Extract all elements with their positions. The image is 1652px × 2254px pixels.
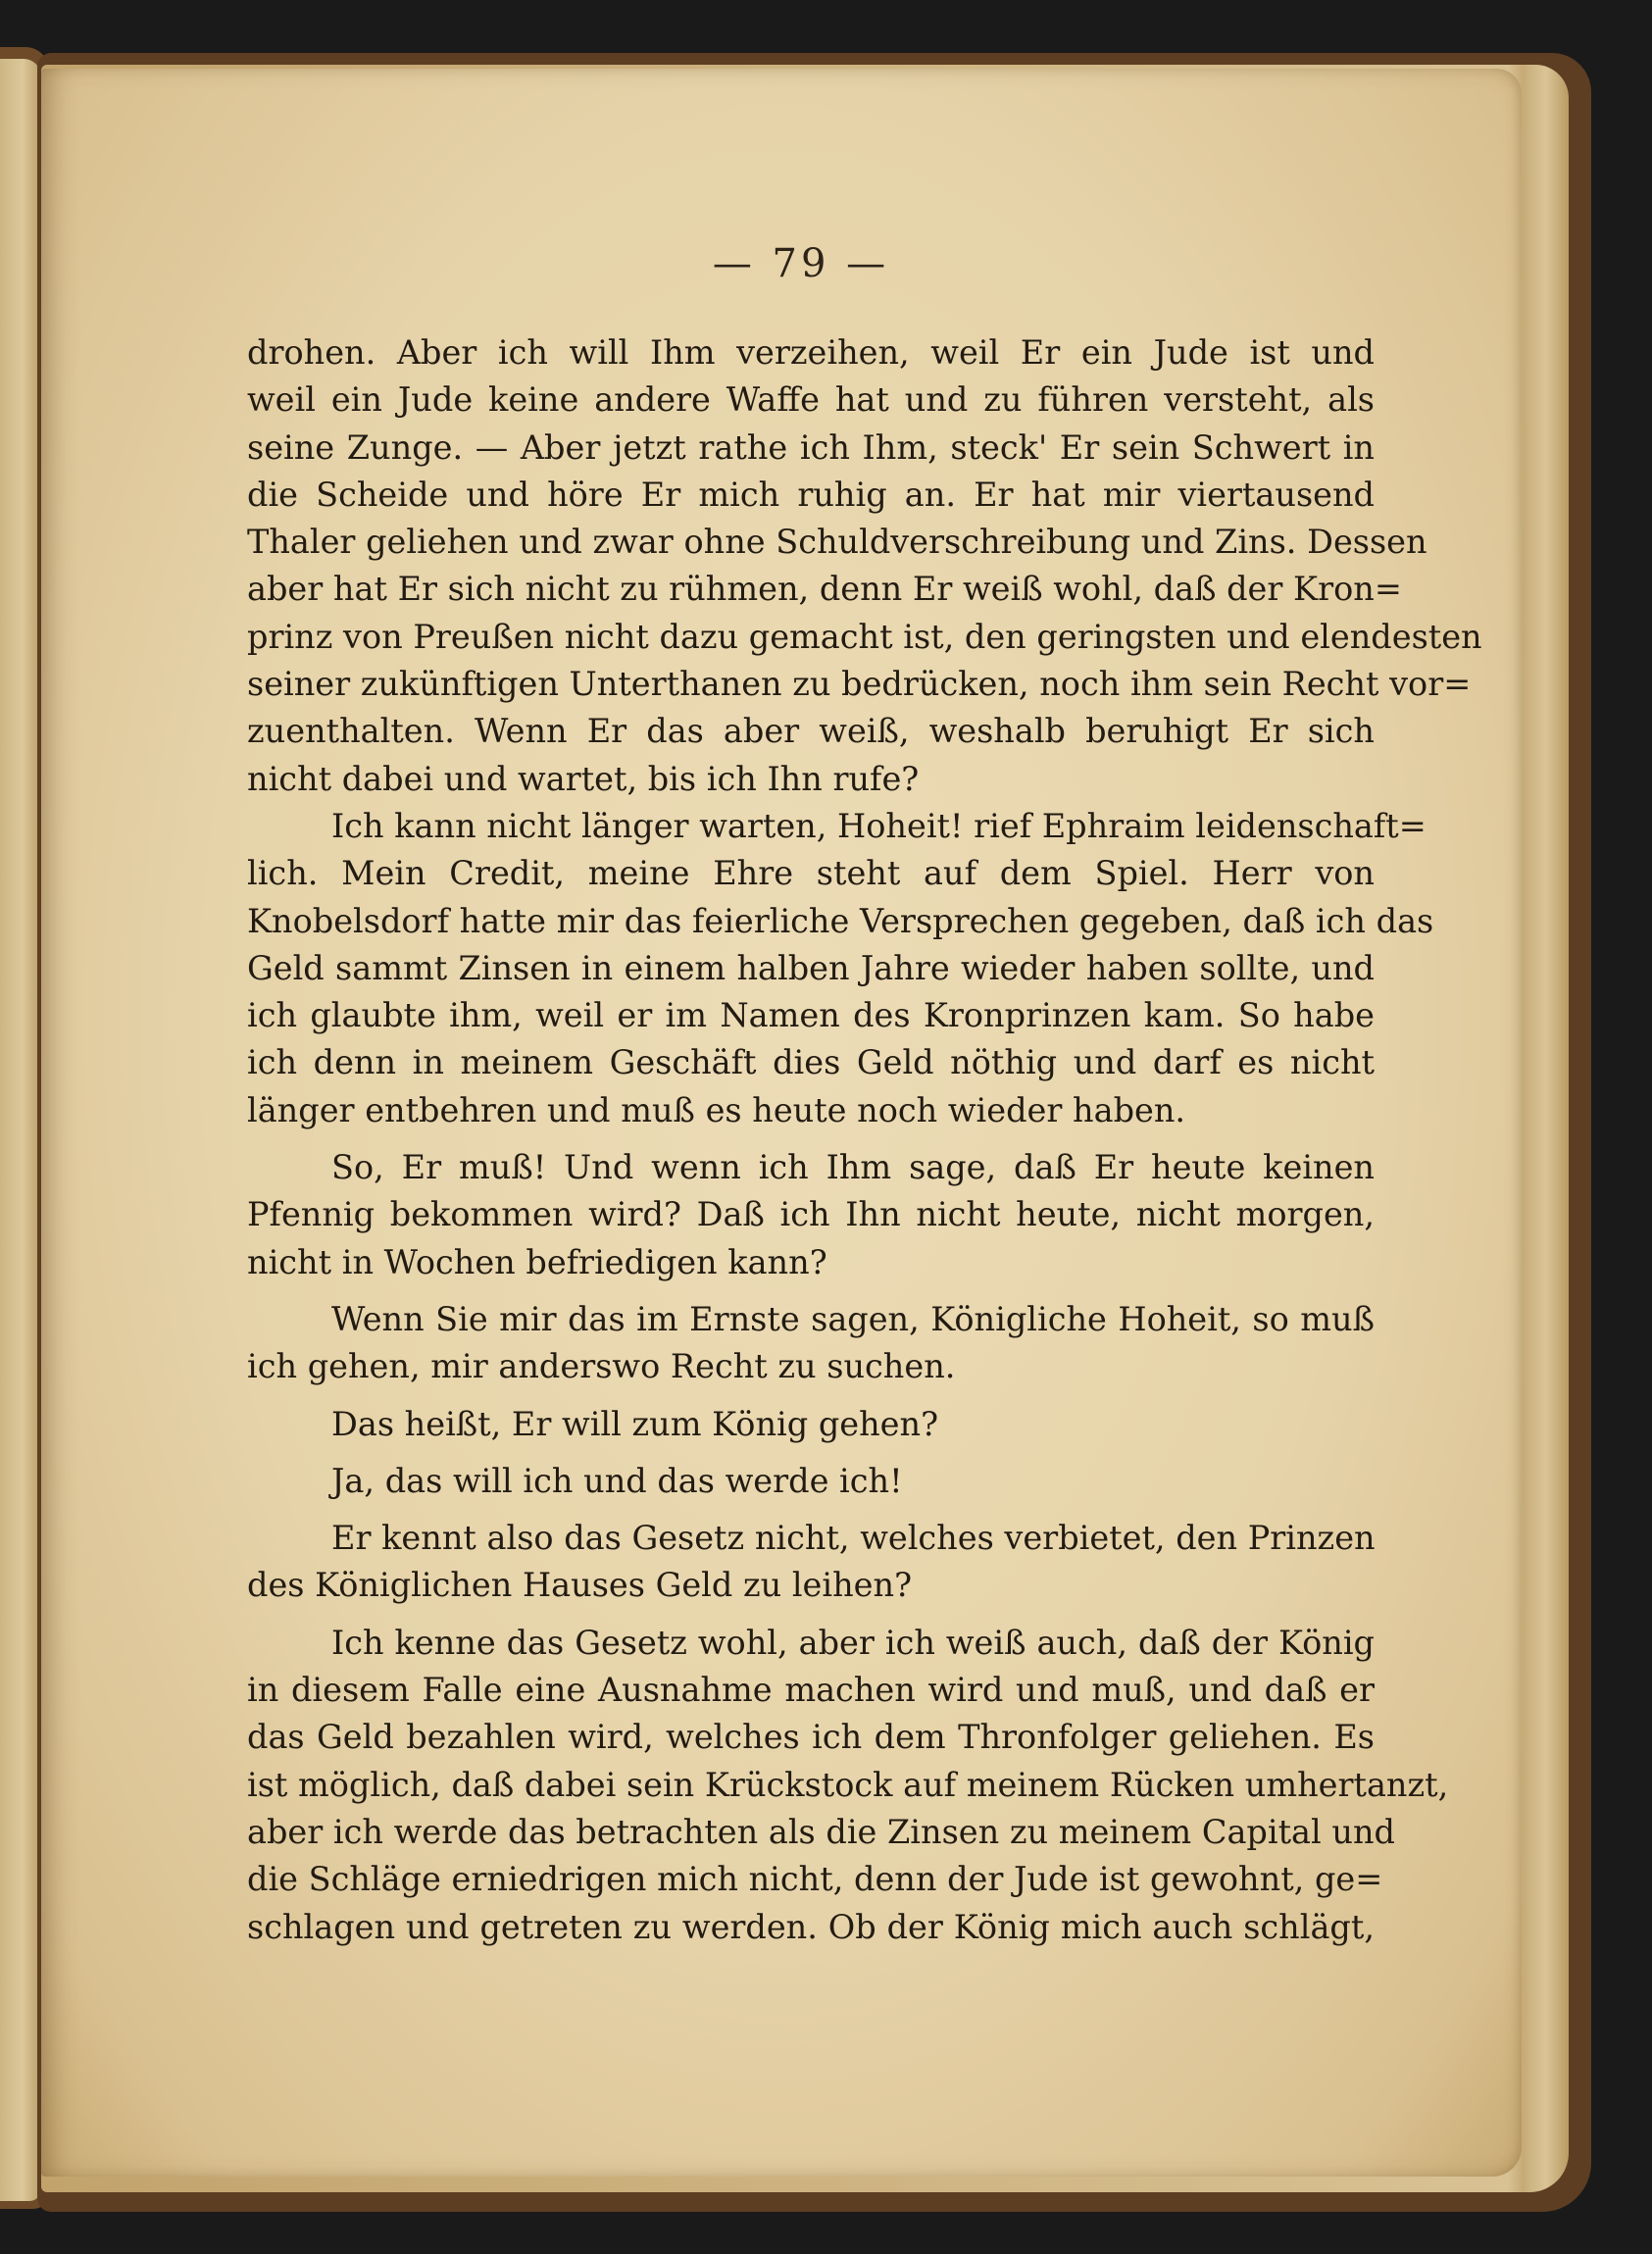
text-line: Geld sammt Zinsen in einem halben Jahre wieder haben sollte, und [247, 948, 1375, 987]
text-line: seine Zunge. — Aber jetzt rathe ich Ihm, steck' Er sein Schwert in [247, 427, 1375, 467]
text-line: Thaler geliehen und zwar ohne Schuldverschreibung und Zins. Dessen [247, 523, 1427, 562]
text-line: zuenthalten. Wenn Er das aber weiß, weshalb beruhigt Er sich [247, 712, 1375, 751]
text-line: Knobelsdorf hatte mir das feierliche Versprechen gegeben, daß ich das [247, 901, 1434, 940]
text-line: Ich kenne das Gesetz wohl, aber ich weiß auch, daß der König [331, 1623, 1375, 1662]
text-line: nicht dabei und wartet, bis ich Ihn rufe? [247, 759, 920, 798]
text-line: ist möglich, daß dabei sein Krückstock auf meinem Rücken umhertanzt, [247, 1765, 1449, 1804]
text-line: schlagen und getreten zu werden. Ob der König mich auch schlägt, [247, 1907, 1375, 1946]
text-line: länger entbehren und muß es heute noch wieder haben. [247, 1090, 1186, 1129]
text-line: ich gehen, mir anderswo Recht zu suchen. [247, 1347, 956, 1386]
text-line: lich. Mein Credit, meine Ehre steht auf dem Spiel. Herr von [247, 854, 1375, 893]
text-line: seiner zukünftigen Unterthanen zu bedrücken, noch ihm sein Recht vor= [247, 665, 1472, 704]
text-line: So, Er muß! Und wenn ich Ihm sage, daß Er heute keinen [331, 1148, 1375, 1187]
text-line: Ich kann nicht länger warten, Hoheit! rief Ephraim leidenschaft= [331, 806, 1427, 845]
text-line: die Schläge erniedrigen mich nicht, denn der Jude ist gewohnt, ge= [247, 1860, 1383, 1899]
body-text [247, 329, 1482, 1951]
text-line: aber hat Er sich nicht zu rühmen, denn Er weiß wohl, daß der Kron= [247, 570, 1402, 609]
book-page [41, 69, 1522, 2177]
text-line: nicht in Wochen befriedigen kann? [247, 1242, 827, 1281]
text-line: in diesem Falle eine Ausnahme machen wird und muß, und daß er [247, 1671, 1375, 1710]
text-line: Das heißt, Er will zum König gehen? [331, 1404, 939, 1443]
text-line: Pfennig bekommen wird? Daß ich Ihn nicht heute, nicht morgen, [247, 1195, 1375, 1234]
text-line: prinz von Preußen nicht dazu gemacht ist, den geringsten und elendesten [247, 617, 1482, 656]
text-line: Er kennt also das Gesetz nicht, welches verbietet, den Prinzen [331, 1519, 1376, 1558]
text-line: ich denn in meinem Geschäft dies Geld nöthig und darf es nicht [247, 1043, 1375, 1082]
text-line: des Königlichen Hauses Geld zu leihen? [247, 1566, 913, 1605]
left-page-edge [0, 59, 41, 2201]
text-line: aber ich werde das betrachten als die Zinsen zu meinem Capital und [247, 1812, 1395, 1851]
text-line: Ja, das will ich und das werde ich! [331, 1461, 903, 1500]
text-line: weil ein Jude keine andere Waffe hat und zu führen versteht, als [247, 380, 1375, 420]
page-number: — 79 — [712, 241, 890, 286]
text-line: die Scheide und höre Er mich ruhig an. Er hat mir viertausend [247, 475, 1375, 514]
text-line: Wenn Sie mir das im Ernste sagen, Königliche Hoheit, so muß [331, 1299, 1375, 1338]
text-line: das Geld bezahlen wird, welches ich dem Thronfolger geliehen. Es [247, 1718, 1375, 1757]
text-line: ich glaubte ihm, weil er im Namen des Kronprinzen kam. So habe [247, 996, 1375, 1035]
text-line: drohen. Aber ich will Ihm verzeihen, weil Er ein Jude ist und [247, 333, 1375, 372]
